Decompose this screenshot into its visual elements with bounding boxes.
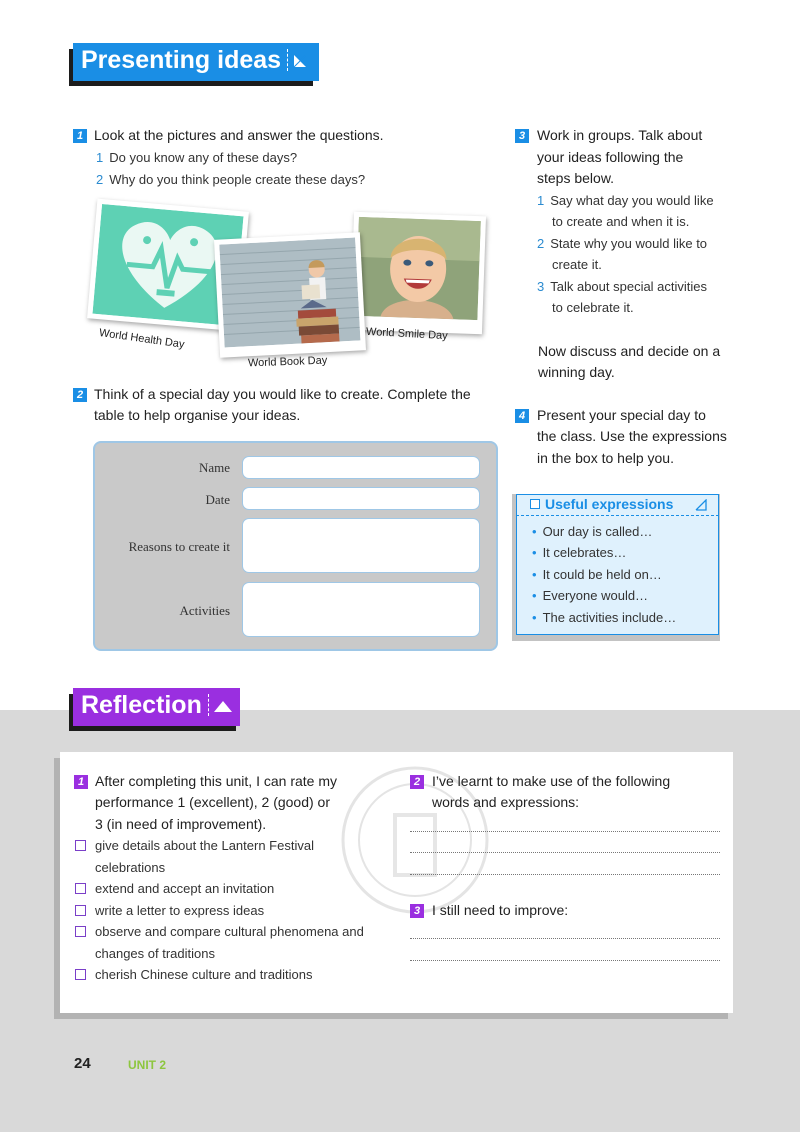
photo-world-smile-day — [350, 212, 486, 335]
reasons-field[interactable] — [242, 518, 480, 573]
step: 2 State why you would like to — [537, 236, 708, 251]
activity-number: 1 — [73, 129, 87, 143]
activity-instruction-line: steps below. — [537, 170, 615, 186]
question: 2 Why do you think people create these days? — [96, 172, 366, 187]
rating-item: write a letter to express ideas — [75, 900, 264, 922]
corner-triangle-icon — [695, 499, 707, 511]
caption-world-health-day: World Health Day — [98, 327, 186, 351]
activity-instruction-line: your ideas following the — [537, 149, 684, 165]
page-number: 24 — [74, 1055, 91, 1072]
rating-item: give details about the Lantern Festival — [75, 835, 314, 857]
unit-label: UNIT 2 — [128, 1058, 167, 1072]
useful-title: Useful expressions — [545, 496, 674, 512]
reflection-number: 3 — [410, 904, 424, 918]
section-title: Presenting ideas — [81, 46, 282, 74]
expression-item: • It celebrates… — [532, 545, 627, 560]
writing-line[interactable] — [410, 960, 720, 961]
activity-instruction-line: Present your special day to — [537, 407, 706, 423]
writing-line[interactable] — [410, 874, 720, 875]
question: 1 Do you know any of these days? — [96, 150, 298, 165]
checkbox[interactable] — [75, 883, 86, 894]
name-field[interactable] — [242, 456, 480, 479]
activity-number: 2 — [73, 388, 87, 402]
date-field[interactable] — [242, 487, 480, 510]
expression-item: • The activities include… — [532, 610, 677, 625]
checkbox[interactable] — [75, 926, 86, 937]
triangle-up-icon — [213, 699, 233, 713]
caption-world-smile-day: World Smile Day — [365, 325, 448, 343]
discuss-line: winning day. — [538, 364, 615, 380]
activity-instruction-line: the class. Use the expressions — [537, 428, 727, 444]
table-label-activities: Activities — [179, 603, 230, 618]
table-label-reasons: Reasons to create it — [128, 539, 230, 554]
table-label-name: Name — [198, 460, 230, 475]
activity-instruction-line: in the box to help you. — [537, 450, 674, 466]
expression-item: • Everyone would… — [532, 588, 649, 603]
reflection-line: performance 1 (excellent), 2 (good) or — [95, 794, 330, 810]
square-icon — [530, 499, 540, 509]
reflection-line: words and expressions: — [432, 794, 580, 810]
useful-expressions-header — [516, 494, 719, 516]
step: 3 Talk about special activities — [537, 279, 708, 294]
rating-item: observe and compare cultural phenomena and — [75, 921, 364, 943]
checkbox[interactable] — [75, 969, 86, 980]
step-cont: to celebrate it. — [552, 300, 634, 315]
reflection-number: 1 — [74, 775, 88, 789]
table-label-date: Date — [205, 492, 230, 507]
activity-number: 4 — [515, 409, 529, 423]
discuss-line: Now discuss and decide on a — [538, 343, 721, 359]
caption-world-book-day: World Book Day — [247, 354, 328, 370]
step-cont: create it. — [552, 257, 602, 272]
activities-field[interactable] — [242, 582, 480, 637]
reflection-number: 2 — [410, 775, 424, 789]
step: 1 Say what day you would like — [537, 193, 714, 208]
writing-line[interactable] — [410, 938, 720, 939]
activity-instruction-line: Work in groups. Talk about — [537, 127, 703, 143]
reflection-line: I’ve learnt to make use of the following — [432, 773, 671, 789]
girl-reading-image — [219, 238, 360, 348]
rating-item-cont: celebrations — [95, 860, 166, 875]
activity-instruction: Look at the pictures and answer the questions. — [94, 127, 384, 143]
step-cont: to create and when it is. — [552, 214, 690, 229]
expression-item: • It could be held on… — [532, 567, 662, 582]
activity-number: 3 — [515, 129, 529, 143]
triangle-corner-icon — [292, 53, 308, 69]
checkbox[interactable] — [75, 905, 86, 916]
rating-item-cont: changes of traditions — [95, 946, 215, 961]
smiling-boy-image — [355, 217, 480, 320]
reflection-line: I still need to improve: — [432, 902, 569, 918]
photo-world-book-day — [214, 232, 366, 357]
reflection-banner — [73, 688, 240, 726]
activity-instruction-line: table to help organise your ideas. — [94, 407, 301, 423]
reflection-line: After completing this unit, I can rate my — [95, 773, 337, 789]
presenting-ideas-banner — [73, 43, 319, 81]
rating-item: cherish Chinese culture and traditions — [75, 964, 313, 986]
activity-instruction-line: Think of a special day you would like to create. Complete the — [94, 386, 471, 402]
rating-item: extend and accept an invitation — [75, 878, 274, 900]
expression-item: • Our day is called… — [532, 524, 653, 539]
writing-line[interactable] — [410, 852, 720, 853]
section-title: Reflection — [81, 691, 202, 719]
checkbox[interactable] — [75, 840, 86, 851]
writing-line[interactable] — [410, 831, 720, 832]
reflection-line: 3 (in need of improvement). — [95, 816, 267, 832]
